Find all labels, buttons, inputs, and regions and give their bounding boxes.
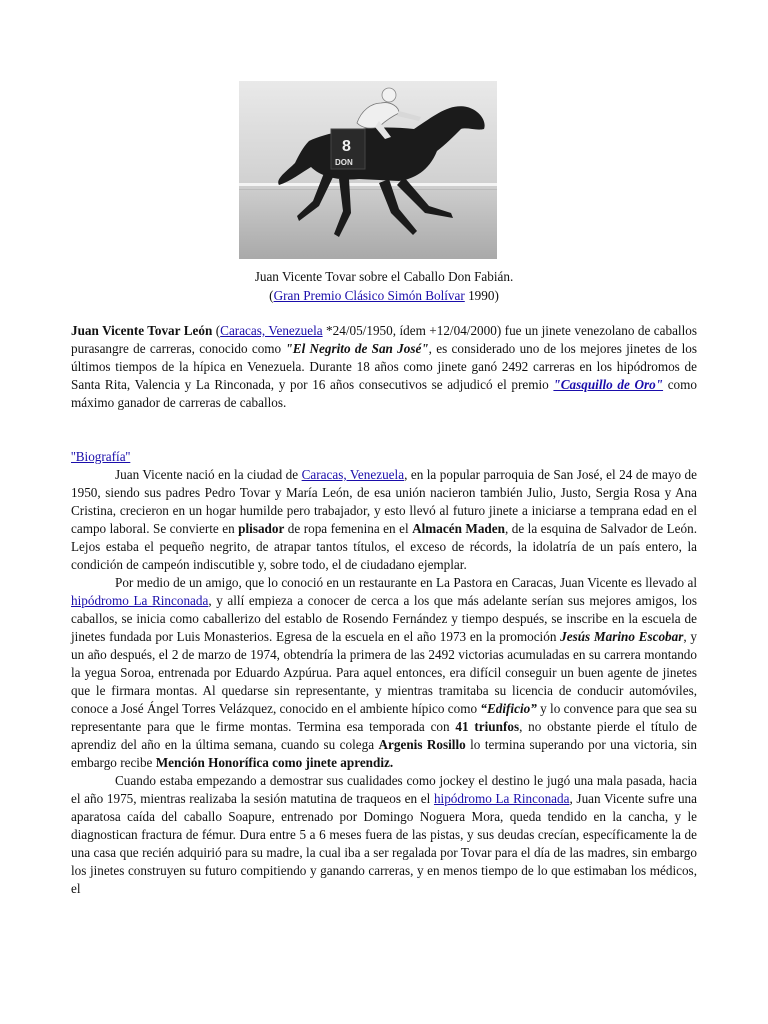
link-caracas-venezuela-2[interactable]: Caracas, Venezuela xyxy=(301,467,405,482)
saddle-text: DON xyxy=(335,158,353,167)
link-caracas-venezuela[interactable]: Caracas, Venezuela xyxy=(220,323,323,338)
link-hipodromo-la-rinconada[interactable]: hipódromo La Rinconada xyxy=(71,593,209,608)
store-name: Almacén Maden xyxy=(412,521,505,536)
caption-paren-open: ( xyxy=(269,288,274,303)
p2-text-6: lo termina superando por una victoria, sin embargo recibe xyxy=(71,737,697,770)
caption-year: 1990) xyxy=(464,288,499,303)
p2-text-1: Por medio de un amigo, que lo conoció en un restaurante en La Pastora en Caracas, Juan Vicente es llevado al xyxy=(115,575,697,590)
intro-text-4: como máximo ganador de carreras de caballos. xyxy=(71,377,697,410)
p3-text-1: Cuando estaba empezando a demostrar sus cualidades como jockey el destino le jugó una mala pasada, hacia el año 1975, mientras realizaba la sesión matutina de traqueos en el xyxy=(71,773,697,806)
p2-text-4: y lo convence para que sea su representante para que le firme montas. Termina esa temporada con xyxy=(71,701,697,734)
biography-section xyxy=(71,448,697,898)
colleague-name: Argenis Rosillo xyxy=(378,737,466,752)
p1-text-4: , de la esquina de Salvador de León. Lejos estaba el pequeño negrito, de atrapar tantos títulos, el exceso de récords, la idolatría de un país entero, la condición de campeón indiscutible y, sobre todo, el de ciudadano ejemplar. xyxy=(71,521,698,572)
promotion-name: Jesús Marino Escobar xyxy=(560,629,684,644)
p1-text-3: de ropa femenina en el xyxy=(284,521,413,536)
link-gran-premio[interactable]: Gran Premio Clásico Simón Bolívar xyxy=(273,288,465,303)
link-hipodromo-la-rinconada-2[interactable]: hipódromo La Rinconada xyxy=(433,791,570,806)
intro-text-2: *24/05/1950, ídem +12/04/2000) fue un jinete venezolano de caballos purasangre de carreras, conocido como xyxy=(71,323,697,356)
term-plisador: plisador xyxy=(238,521,285,536)
intro-text-1: ( xyxy=(212,323,221,338)
photo-caption-line-1: Juan Vicente Tovar sobre el Caballo Don Fabián. xyxy=(254,269,514,284)
subject-name: Juan Vicente Tovar León xyxy=(71,323,213,338)
link-biografia[interactable]: ''Biografía'' xyxy=(71,449,131,464)
intro-text-3: , es considerado uno de los mejores jinetes de los últimos tiempos de la hípica en Venezuela. Durante 18 años como jinete ganó 2492 carreras en los hipódromos de Santa Rita, Valencia y La Rinconada, y por 16 años consecutivos se adjudicó el premio xyxy=(71,341,697,392)
intro-paragraph xyxy=(71,322,697,412)
saddle-number: 8 xyxy=(342,138,351,155)
agent-nickname: “Edificio” xyxy=(480,701,537,716)
p2-text-3: , y un año después, el 2 de marzo de 1974, obtendría la primera de las 2492 victorias acumuladas en su carrera montando la yegua Soroa, entrenada por Eduardo Azpúrua. Para aquel entonces, era difícil conseguir un buen agente de jinetes que le firmara montas. Al quedarse sin representante, y mientras tramitaba su licencia de conducir automóviles, conoce a José Ángel Torres Velázquez, conocido en el ambiente hípico como xyxy=(71,629,697,716)
p1-text-1: Juan Vicente nació en la ciudad de xyxy=(115,467,302,482)
bio-paragraph-2 xyxy=(71,574,697,772)
wins-count: 41 triunfos xyxy=(455,719,520,734)
p2-text-2: , y allí empieza a conocer de cerca a los que más adelante serían sus mejores amigos, los caballos, se inicia como caballerizo del establo de Rosendo Fernández y tiempo después, se inscribe en la escuela de jinetes fundada por Luis Monasterios. Egresa de la escuela en el año 1973 en la promoción xyxy=(71,593,697,644)
photo-caption-line-2 xyxy=(0,287,768,305)
p2-text-5: , no obstante pierde el título de aprendiz del año en la última semana, cuando su colega xyxy=(71,719,697,752)
nickname: "El Negrito de San José" xyxy=(285,341,429,356)
horse-jockey-illustration xyxy=(239,81,497,259)
bio-paragraph-1 xyxy=(71,466,697,574)
link-casquillo-de-oro[interactable]: "Casquillo de Oro" xyxy=(553,377,664,392)
honorable-mention: Mención Honorífica como jinete aprendiz. xyxy=(155,755,394,770)
p1-text-2: , en la popular parroquia de San José, el 24 de mayo de 1950, siendo sus padres Pedro Tovar y María León, de esa unión nacieron también Julio, Justo, Sergia Rosa y Ana Cristina, crecieron en un hogar humilde pero trabajador, y esto llevó al futuro jinete a iniciarse a temprana edad en el campo laboral. Se convierte en xyxy=(71,467,697,536)
bio-paragraph-3 xyxy=(71,772,697,898)
horse-racing-photo xyxy=(239,81,497,259)
p3-text-2: , Juan Vicente sufre una aparatosa caída del caballo Soapure, entrenado por Domingo Noguera Mora, queda tendido en la cancha, y le diagnostican fractura de fémur. Dura entre 5 a 6 meses fuera de las pistas, y sus deudas crecían, específicamente la de una casa que recién adquirió para su madre, la cual iba a ser regalada por Tovar para el día de las madres, sin embargo los jinetes construyen su futuro compitiendo y ganando carreras, y en menos tiempo de lo que estimaban los médicos, el xyxy=(71,791,697,896)
